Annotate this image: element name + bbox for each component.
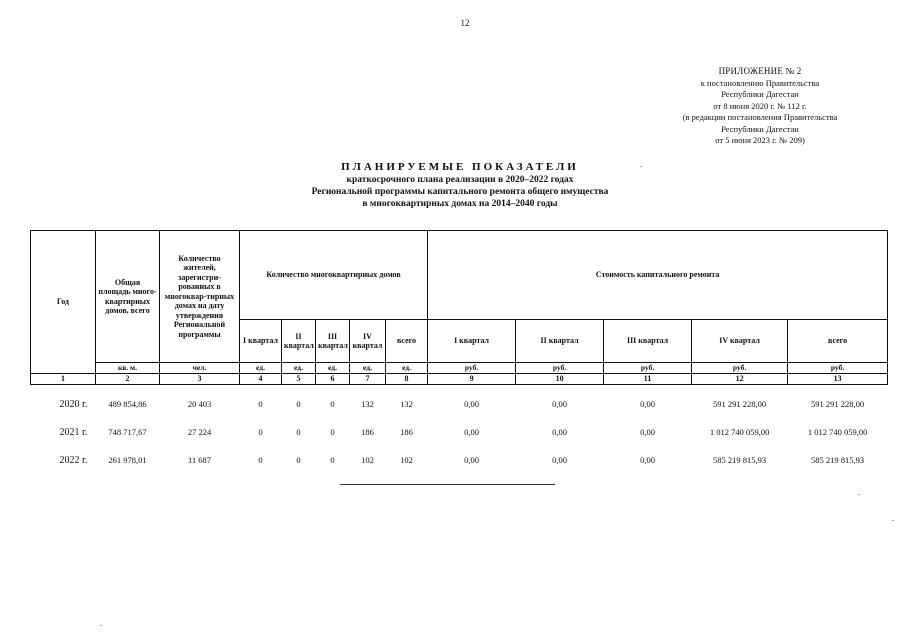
cell-houses-q1: 0 (258, 398, 263, 409)
header-cost-q4: IV квартал (692, 320, 788, 363)
unit-cell: руб. (604, 363, 692, 374)
cell-houses-q1: 0 (258, 426, 263, 437)
document-heading (230, 160, 690, 210)
column-number: 2 (96, 373, 160, 384)
cell-area: 489 854,86 (108, 398, 147, 409)
indicators-table (30, 230, 888, 475)
column-number: 6 (316, 373, 350, 384)
cell-cost-q3: 0,00 (640, 398, 655, 409)
closing-rule (340, 484, 555, 485)
cell-houses-q4: 132 (361, 398, 374, 409)
unit-cell: руб. (428, 363, 516, 374)
appendix-line: (в редакции постановления Правительства (682, 112, 838, 122)
cell-houses-total: 186 (400, 426, 413, 437)
unit-cell: кв. м. (96, 363, 160, 374)
cell-houses-total: 132 (400, 398, 413, 409)
cell-cost-q3: 0,00 (640, 426, 655, 437)
column-number: 4 (240, 373, 282, 384)
cell-area: 748 717,67 (108, 426, 147, 437)
cell-cost-q2: 0,00 (552, 454, 567, 465)
header-houses-q3: III квартал (316, 320, 350, 363)
header-residents: Количество жителей, зарегистри-рованных в многоквар-тирных домах на дату утверждения Региональной программы (160, 231, 240, 363)
appendix-title: ПРИЛОЖЕНИЕ № 2 (718, 66, 802, 76)
heading-title: ПЛАНИРУЕМЫЕ ПОКАЗАТЕЛИ (341, 161, 579, 173)
unit-cell: руб. (692, 363, 788, 374)
table-row (31, 384, 888, 419)
cell-year: 2021 г. (59, 426, 88, 438)
column-number: 13 (788, 373, 888, 384)
scan-speck (858, 494, 860, 495)
cell-houses-total: 102 (400, 454, 413, 465)
unit-cell: чел. (160, 363, 240, 374)
header-houses-q1: I квартал (240, 320, 282, 363)
header-houses-q4: IV квартал (350, 320, 386, 363)
header-cost-q1: I квартал (428, 320, 516, 363)
cell-houses-q2: 0 (296, 426, 301, 437)
cell-houses-q3: 0 (330, 398, 335, 409)
unit-cell: ед. (316, 363, 350, 374)
appendix-block (640, 66, 880, 147)
scan-speck (640, 166, 642, 167)
column-number: 3 (160, 373, 240, 384)
unit-cell: ед. (350, 363, 386, 374)
appendix-line: от 5 июня 2023 г. № 209) (715, 135, 805, 145)
scan-speck (100, 625, 102, 626)
column-number: 9 (428, 373, 516, 384)
cell-cost-total: 591 291 228,00 (811, 398, 865, 409)
column-number: 5 (282, 373, 316, 384)
header-total-area: Общая площадь много-квартирных домов, всего (96, 231, 160, 363)
column-number: 10 (516, 373, 604, 384)
header-houses-total: всего (386, 320, 428, 363)
column-number: 7 (350, 373, 386, 384)
header-year: Год (31, 231, 96, 374)
unit-cell: руб. (516, 363, 604, 374)
cell-cost-q2: 0,00 (552, 398, 567, 409)
cell-houses-q4: 102 (361, 454, 374, 465)
column-number: 11 (604, 373, 692, 384)
cell-residents: 27 224 (187, 426, 212, 437)
cell-cost-q2: 0,00 (552, 426, 567, 437)
cell-cost-q1: 0,00 (464, 454, 479, 465)
table-row (31, 419, 888, 447)
unit-cell: ед. (282, 363, 316, 374)
cell-houses-q4: 186 (361, 426, 374, 437)
page-number: 12 (460, 18, 470, 28)
unit-cell: ед. (386, 363, 428, 374)
heading-subtitle-line: в многоквартирных домах на 2014–2040 годы (362, 199, 558, 209)
cell-year: 2022 г. (59, 454, 88, 466)
cell-cost-q4: 591 291 228,00 (713, 398, 767, 409)
cell-area: 261 978,01 (108, 454, 147, 465)
cell-houses-q1: 0 (258, 454, 263, 465)
header-cost-total: всего (788, 320, 888, 363)
scan-speck (892, 520, 894, 521)
header-cost-q2: II квартал (516, 320, 604, 363)
cell-year: 2020 г. (59, 398, 88, 410)
header-houses-q2: II квартал (282, 320, 316, 363)
column-number: 12 (692, 373, 788, 384)
table-row (31, 447, 888, 475)
cell-cost-q1: 0,00 (464, 426, 479, 437)
column-number: 8 (386, 373, 428, 384)
cell-cost-total: 585 219 815,93 (811, 454, 865, 465)
cell-cost-total: 1 012 740 059,00 (807, 426, 868, 437)
appendix-line: Республики Дагестан (721, 89, 799, 99)
column-number: 1 (31, 373, 96, 384)
cell-houses-q2: 0 (296, 454, 301, 465)
unit-cell: ед. (240, 363, 282, 374)
cell-residents: 11 687 (187, 454, 212, 465)
cell-houses-q3: 0 (330, 426, 335, 437)
appendix-line: от 8 июня 2020 г. № 112 г. (713, 100, 807, 111)
header-cost-q3: III квартал (604, 320, 692, 363)
cell-houses-q2: 0 (296, 398, 301, 409)
cell-residents: 20 403 (187, 398, 212, 409)
header-houses-group: Количество многоквартирных домов (240, 231, 428, 320)
unit-cell: руб. (788, 363, 888, 374)
appendix-line: Республики Дагестан (721, 123, 799, 134)
cell-cost-q4: 1 012 740 059,00 (709, 426, 770, 437)
header-cost-group: Стоимость капитального ремонта (428, 231, 888, 320)
appendix-line: к постановлению Правительства (700, 77, 820, 88)
cell-houses-q3: 0 (330, 454, 335, 465)
cell-cost-q1: 0,00 (464, 398, 479, 409)
heading-subtitle-line: Региональной программы капитального ремонта общего имущества (311, 187, 609, 197)
heading-subtitle-line: краткосрочного плана реализации в 2020–2022 годах (346, 175, 574, 185)
cell-cost-q4: 585 219 815,93 (713, 454, 767, 465)
cell-cost-q3: 0,00 (640, 454, 655, 465)
